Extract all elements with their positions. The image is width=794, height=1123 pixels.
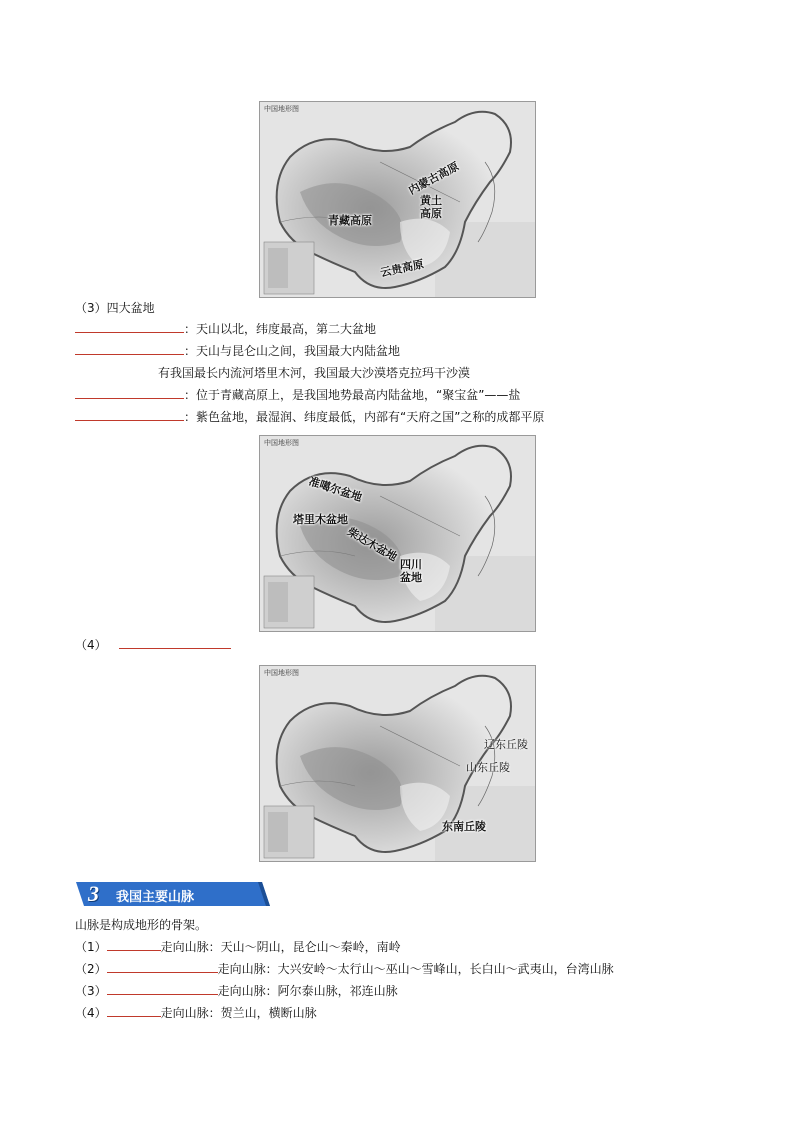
label-inner-mongolia-plateau: 内蒙古高原 [406,159,462,198]
answer-blank[interactable] [107,939,161,951]
label-yungui-plateau: 云贵高原 [379,257,425,280]
answer-blank[interactable] [107,1005,161,1017]
basin-line-2: ：天山与昆仑山之间，我国最大内陆盆地 [75,343,400,359]
china-terrain-image [260,436,535,631]
map-title: 中国地形图 [264,669,299,677]
section-title: 我国主要山脉 [116,890,195,905]
label-sichuan-basin: 四川盆地 [400,558,422,584]
label-liaodong-hills: 辽东丘陵 [484,738,528,751]
map-basins [259,435,536,632]
map-title: 中国地形图 [264,439,299,447]
mountain-item-1: （1） 走向山脉：天山～阴山，昆仑山～秦岭，南岭 [75,940,401,954]
label-junggar-basin: 准噶尔盆地 [307,474,364,505]
answer-blank[interactable] [107,961,218,973]
mountains-intro: 山脉是构成地形的骨架。 [75,918,208,932]
map-plateaus [259,101,536,298]
answer-blank[interactable] [75,387,184,399]
mountain-item-3: （3） 走向山脉：阿尔泰山脉，祁连山脉 [75,984,398,998]
basin-line-1: ：天山以北，纬度最高，第二大盆地 [75,321,376,337]
answer-blank[interactable] [75,409,184,421]
mountain-item-4: （4） 走向山脉：贺兰山，横断山脉 [75,1006,317,1020]
label-tarim-basin: 塔里木盆地 [293,513,348,526]
answer-blank[interactable] [75,343,184,355]
section-banner [76,880,270,908]
answer-blank[interactable] [75,321,184,333]
label-southeast-hills: 东南丘陵 [442,820,486,833]
map-hills [259,665,536,862]
label-qaidam-basin: 柴达木盆地 [345,525,400,564]
basins-heading: （3）四大盆地 [75,301,155,315]
answer-blank[interactable] [107,983,218,995]
section-number: 3 [88,881,99,906]
map-title: 中国地形图 [264,105,299,113]
basin-line-5: ：紫色盆地，最湿润、纬度最低，内部有“天府之国”之称的成都平原 [75,409,544,425]
label-shandong-hills: 山东丘陵 [466,761,510,774]
basin-line-4: ：位于青藏高原上，是我国地势最高内陆盆地，“聚宝盆”——盐 [75,387,520,403]
mountain-item-2: （2） 走向山脉：大兴安岭～太行山～巫山～雪峰山，长白山～武夷山，台湾山脉 [75,962,614,976]
answer-blank[interactable] [119,637,231,649]
hills-heading: （4） [75,637,231,653]
label-loess-plateau: 黄土高原 [420,194,442,220]
basin-line-3: 有我国最长内流河塔里木河，我国最大沙漠塔克拉玛干沙漠 [158,366,471,380]
label-qinghai-tibet-plateau: 青藏高原 [328,214,372,227]
